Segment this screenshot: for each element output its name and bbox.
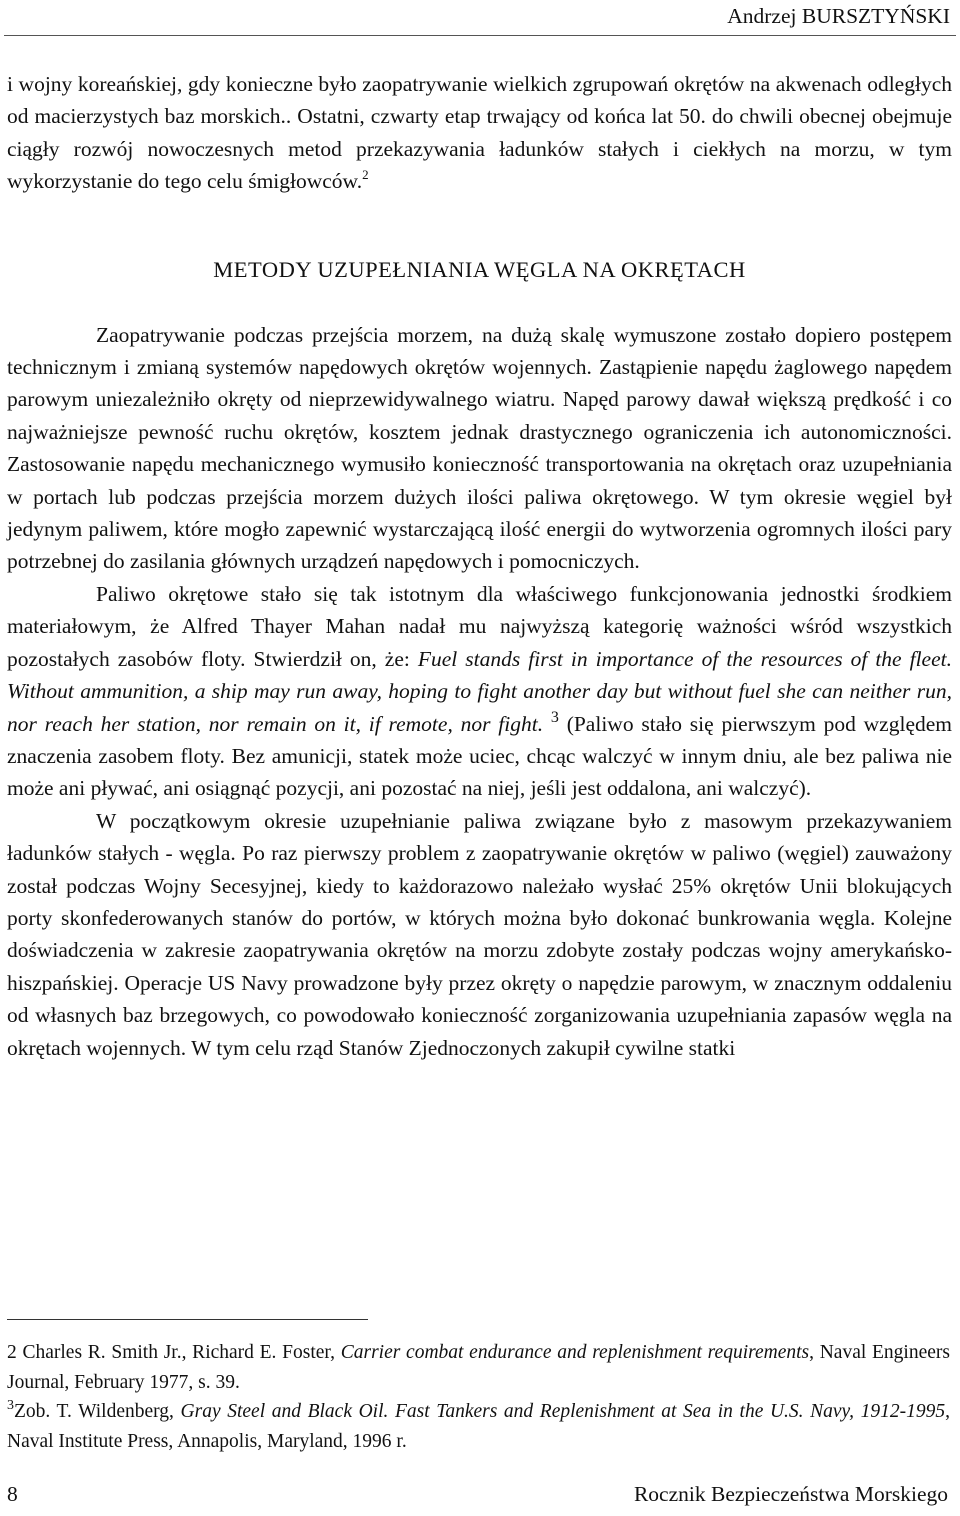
running-header-author: Andrzej BURSZTYŃSKI <box>727 4 950 28</box>
intro-paragraph <box>7 68 952 198</box>
footnote-3-authors: Zob. T. Wildenberg, <box>14 1401 181 1422</box>
paragraph-1: Zaopatrywanie podczas przejścia morzem, na dużą skalę wymuszone zostało dopiero postępem technicznym i zmianą systemów napędowych okrętów wojennych. Zastąpienie napędu żaglowego napędem parowym uniezależniło okręty od nieprzewidywalnego wiatru. Napęd parowy dawał większą prędkość i co najważniejsze pewność ruchu okrętów, kosztem jednak drastycznego ograniczenia ich autonomiczności. Zastosowanie napędu mechanicznego wymusiło konieczność transportowania na okrętach oraz uzupełniania w portach lub podczas przejścia morzem dużych ilości paliwa okrętowego. W tym okresie węgiel był jedynym paliwem, które mogło zapewnić wystarczającą ilość energii do wytworzenia ogromnych ilości pary potrzebnej do zasilania głównych urządzeń napędowych i pomocniczych. <box>7 322 952 574</box>
footnote-ref-3: 3 <box>550 708 559 726</box>
intro-paragraph-text: i wojny koreańskiej, gdy konieczne było zaopatrywanie wielkich zgrupowań okrętów na akwenach odległych od macierzystych baz morskich.. Ostatni, czwarty etap trwający od końca lat 50. do chwili obecnej obejmuje ciągły rozwój nowoczesnych metod przekazywania ładunków stałych i ciekłych na morzu, w tym wykorzystanie do tego celu śmigłowców. <box>7 72 952 194</box>
footnote-2 <box>7 1338 950 1397</box>
footnote-3 <box>7 1397 950 1456</box>
paragraph-3: W początkowym okresie uzupełnianie paliwa związane było z masowym przekazywaniem ładunków stałych - węgla. Po raz pierwszy problem z zaopatrywanie okrętów w paliwo (węgiel) zauważony został podczas Wojny Secesyjnej, kiedy to każdorazowo należało wysłać 25% okrętów Unii blokujących porty skonfederowanych stanów do portów, w których można było dokonać bunkrowania węgla. Kolejne doświadczenia w zakresie zaopatrywania okrętów na morzu zdobyte zostały podczas wojny amerykańsko-hiszpańskiej. Operacje US Navy prowadzone były przez okręty o napędzie parowym, w znacznym oddaleniu od własnych baz brzegowych, co powodowało konieczność zorganizowania uzupełniania zapasów węgla na okrętach wojennych. W tym celu rząd Stanów Zjednoczonych zakupił cywilne statki <box>7 808 952 1060</box>
paragraph-2-tail: (Paliwo stało się pierwszym pod względem znaczenia zasobem floty. Bez amunicji, statek może uciec, chcąc walczyć w innym dniu, ale bez paliwa nie może ani pływać, ani osiągnąć pozycji, ani pozostać na niej, jeśli jest oddalona, ani walczyć). <box>7 711 952 801</box>
footnote-3-rest: , Naval Institute Press, Annapolis, Maryland, 1996 r. <box>7 1401 950 1452</box>
footnote-ref-2: 2 <box>362 167 369 183</box>
footnote-3-number: 3 <box>7 1398 14 1413</box>
mahan-quote: Fuel stands first in importance of the resources of the fleet. Without ammunition, a ship may run away, hoping to fight another day but without fuel she can neither run, nor reach her station, nor remain on it, if remote, nor fight. <box>7 646 952 736</box>
footnote-2-rest: , Naval Engineers Journal, February 1977, s. 39. <box>7 1342 950 1393</box>
article-body <box>7 68 952 1064</box>
footnotes <box>7 1338 950 1456</box>
paragraph-2 <box>7 578 952 805</box>
header-divider <box>4 35 956 36</box>
journal-name: Rocznik Bezpieczeństwa Morskiego <box>633 1482 948 1506</box>
footnote-3-title: Gray Steel and Black Oil. Fast Tankers and Replenishment at Sea in the U.S. Navy, 1912-1995 <box>180 1401 946 1422</box>
page-number: 8 <box>7 1482 18 1506</box>
footnote-divider <box>7 1319 368 1320</box>
section-heading: METODY UZUPEŁNIANIA WĘGLA NA OKRĘTACH <box>213 256 746 282</box>
footnote-2-number: 2 <box>7 1342 17 1363</box>
footnote-2-authors: Charles R. Smith Jr., Richard E. Foster, <box>16 1342 341 1363</box>
footnote-2-title: Carrier combat endurance and replenishment requirements <box>340 1342 810 1363</box>
paragraph-2-lead: Paliwo okrętowe stało się tak istotnym dla właściwego funkcjonowania jednostki środkiem materiałowym, że Alfred Thayer Mahan nadał mu najwyższą kategorię ważności wśród wszystkich pozostałych zasobów floty. Stwierdził on, że: <box>7 581 952 671</box>
